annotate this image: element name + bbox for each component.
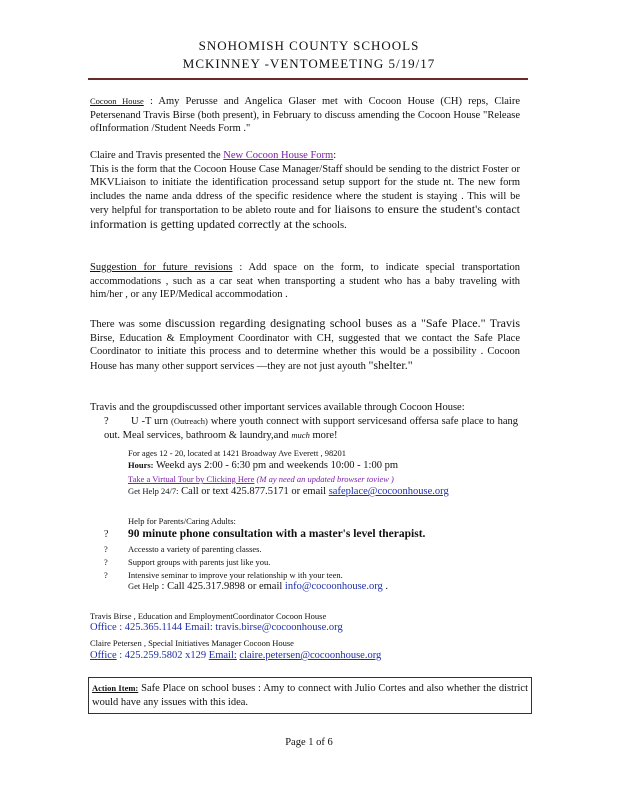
form-text-end: schools. — [312, 219, 347, 231]
claire-office-line — [90, 650, 520, 661]
support-text: Support groups with parents just like you. — [128, 557, 271, 567]
consult-item — [104, 527, 518, 542]
action-label: Action Item: — [92, 683, 139, 693]
safe-place-paragraph — [90, 317, 520, 373]
safe-place-text2: Birse, Education & Employment Coordinator with CH, suggested that we contact the Safe Place Coordinator to initiate this process and to determine whether this would be a possibility . Cocoon House has many other support services —they are not just ayouth — [90, 332, 520, 372]
claire-office-label: Office — [90, 650, 117, 661]
action-text: Safe Place on school buses : Amy to connect with Julio Cortes and also whether the district would have any issues with this idea. — [92, 683, 528, 708]
form-text-bold: for liaisons to ensure the student's contact information is getting updated correctly at the — [90, 202, 520, 231]
claire-email-label: Email: — [208, 650, 237, 661]
claire-office: : 425.259.5802 x129 — [119, 650, 207, 661]
new-form-link[interactable]: New Cocoon House Form — [223, 150, 334, 161]
doc-title-line1: SNOHOMISH COUNTY SCHOOLS — [198, 38, 420, 53]
hours-line — [128, 459, 518, 473]
uturn-outreach: (Outreach) — [171, 416, 208, 426]
safe-place-text-big: discussion regarding designating school buses as a "Safe Place." Travis — [165, 316, 520, 330]
bullet-glyph: ? — [104, 544, 108, 554]
travis-email-link[interactable]: travis.birse@cocoonhouse.org — [215, 622, 343, 633]
safe-place-text1: There was some — [90, 319, 162, 330]
safe-place-text-end: "shelter." — [368, 357, 413, 372]
gethelp-line — [128, 485, 518, 499]
bullet-glyph: ? — [104, 416, 109, 427]
gethelp-text: Call or text 425.877.5171 or email — [181, 486, 327, 497]
intro-paragraph — [90, 95, 520, 136]
doc-title-line2: MCKINNEY -VENTOMEETING 5/19/17 — [182, 56, 436, 71]
parent-help-line — [128, 580, 518, 594]
form-text: This is the form that the Cocoon House Case Manager/Staff should be sending to the district Foster or MKVLiaison to initiate the identification processand setup support for the stude nt. The new form includes the name anda ddress of the specific residence where the student is staying . This will be very helpful for transportation to be ableto route and — [90, 163, 520, 216]
virtual-tour-link[interactable]: Take a Virtual Tour by Clicking Here — [128, 474, 255, 484]
info-email-link[interactable]: info@cocoonhouse.org — [284, 581, 383, 592]
seminar-item — [104, 570, 518, 580]
travis-office-label: Office — [90, 622, 117, 633]
travis-office: : 425.365.1144 Email: — [119, 622, 213, 633]
hours-label: Hours: — [128, 460, 154, 470]
access-text: Accessto a variety of parenting classes. — [128, 544, 262, 554]
bullet-glyph: ? — [104, 570, 108, 580]
header-divider — [88, 78, 528, 80]
form-section — [90, 149, 520, 232]
consult-text: 90 minute phone consultation with a master's level therapist. — [128, 528, 426, 540]
access-item — [104, 544, 518, 554]
parents-heading: Help for Parents/Caring Adults: — [128, 516, 236, 526]
services-lead: Travis and the groupdiscussed other important services available through Cocoon House: — [90, 402, 465, 413]
bullet-glyph: ? — [104, 557, 108, 567]
intro-text: : Amy Perusse and Angelica Glaser met with Cocoon House (CH) reps, Claire Petersenand Travis Birse (both present), in February to discuss amending the Cocoon House "Release ofInformation /Student Needs Form ." — [90, 96, 521, 134]
suggestion-text: : Add space on the form, to indicate special transportation accommodations , such as a car seat when transporting a student who has a baby traveling with him/her , or any IEP/Medical accommodation . — [90, 262, 520, 300]
travis-office-line — [90, 622, 520, 633]
bullet-glyph: ? — [104, 529, 109, 540]
parent-help-label: Get Help — [128, 581, 159, 591]
page-number: Page 1 of 6 — [285, 737, 333, 748]
uturn-label: U -T urn — [130, 416, 169, 427]
support-item — [104, 557, 518, 567]
travis-contact-line: Travis Birse , Education and EmploymentCoordinator Cocoon House — [90, 611, 327, 621]
form-lead: Claire and Travis presented the — [90, 150, 221, 161]
suggestion-paragraph — [90, 261, 520, 302]
uturn-more: more! — [312, 429, 338, 441]
intro-label: Cocoon House — [90, 96, 144, 106]
safeplace-email-link[interactable]: safeplace@cocoonhouse.org — [328, 486, 449, 497]
uturn-text: where youth connect with support servicesand offersa safe place to hang out. Meal services, bathroom & laundry,and — [104, 416, 519, 441]
claire-email-link[interactable]: claire.petersen@cocoonhouse.org — [239, 650, 382, 661]
claire-contact-line: Claire Petersen , Special Initiatives Manager Cocoon House — [90, 638, 294, 648]
seminar-text: Intensive seminar to improve your relationship w ith your teen. — [128, 570, 343, 580]
form-colon: : — [333, 150, 337, 161]
parent-help-text: : Call 425.317.9898 or email — [161, 581, 283, 592]
gethelp-label: Get Help 24/7: — [128, 486, 179, 496]
parent-help-end: . — [385, 581, 389, 592]
action-item-box — [88, 677, 532, 714]
virtual-tour-note: (M ay need an updated browser toview ) — [256, 474, 394, 484]
suggestion-label: Suggestion for future revisions — [90, 262, 233, 273]
uturn-much: much — [291, 429, 310, 440]
uturn-item — [104, 415, 518, 442]
hours-text: Weekd ays 2:00 - 6:30 pm and weekends 10:00 - 1:00 pm — [155, 460, 399, 471]
ages-line: For ages 12 - 20, located at 1421 Broadway Ave Everett , 98201 — [128, 448, 346, 458]
